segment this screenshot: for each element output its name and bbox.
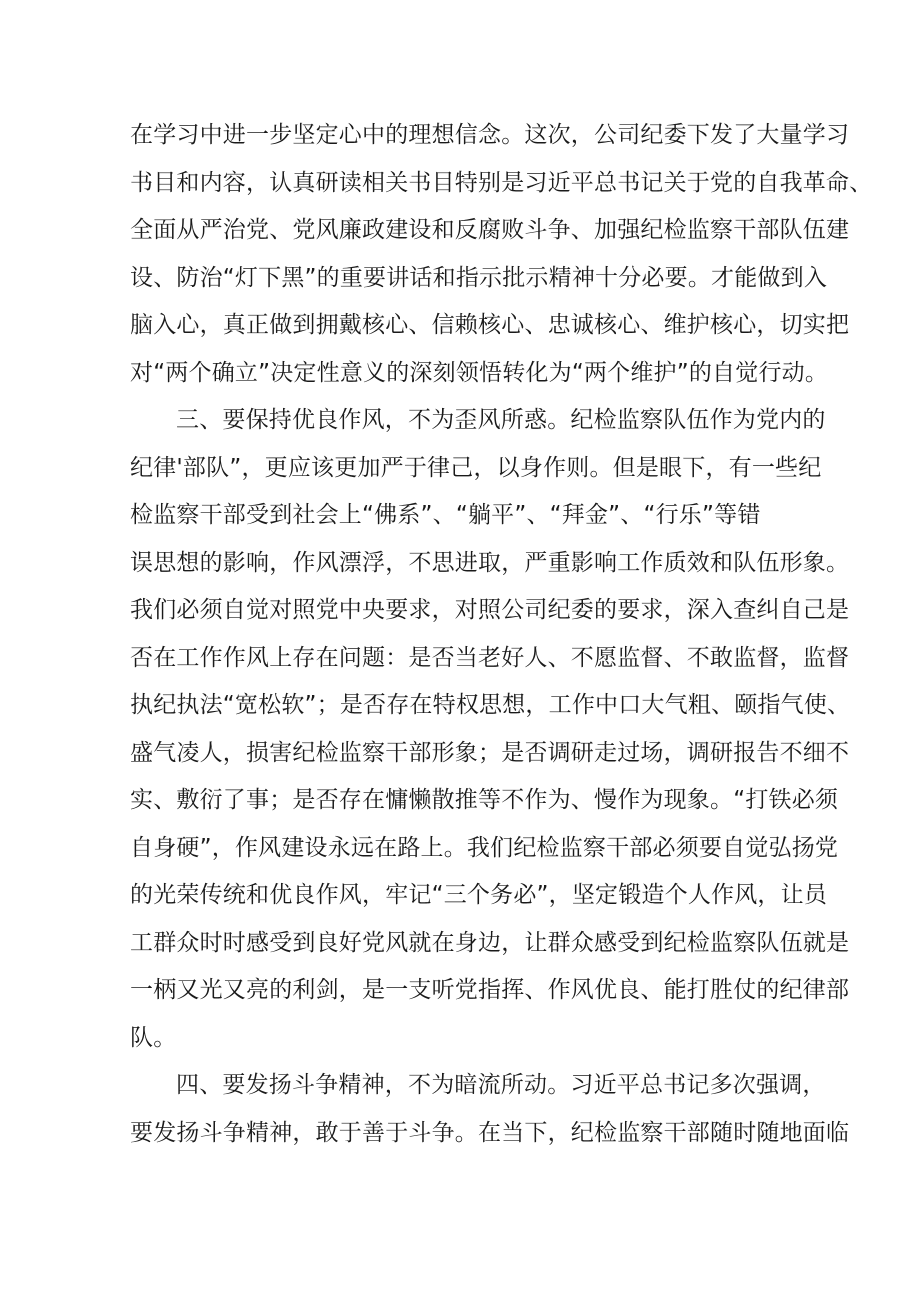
- text-line: 否在工作作风上存在问题：是否当老好人、不愿监督、不敢监督，监督: [130, 644, 850, 671]
- text-line: 一柄又光又亮的利剑，是一支听党指挥、作风优良、能打胜仗的纪律部: [130, 977, 850, 1003]
- text-line: 的光荣传统和优良作风，牢记“三个务必”，坚定锻造个人作风，让员: [130, 882, 828, 908]
- text-line: 四、要发扬斗争精神，不为暗流所动。习近平总书记多次强调，: [176, 1072, 826, 1098]
- text-line: 三、要保持优良作风，不为歪风所惑。纪检监察队伍作为党内的: [176, 407, 826, 433]
- text-line: 要发扬斗争精神，敢于善于斗争。在当下，纪检监察干部随时随地面临: [130, 1119, 850, 1146]
- document-body: [130, 112, 873, 1157]
- text-line: 设、防治“灯下黑”的重要讲话和指示批示精神十分必要。才能做到入: [130, 264, 828, 291]
- text-line: 工群众时时感受到良好党风就在身边，让群众感受到纪检监察队伍就是: [130, 929, 850, 956]
- text-line: 队。: [130, 1024, 177, 1051]
- text-line: 纪律'部队”，更应该更加严于律己，以身作则。但是眼下，有一些纪: [130, 454, 822, 481]
- text-line: 检监察干部受到社会上“佛系”、“躺平”、“拜金”、“行乐”等错: [130, 502, 761, 528]
- text-line: 全面从严治党、党风廉政建设和反腐败斗争、加强纪检监察干部队伍建: [130, 217, 850, 243]
- text-line: 实、敷衍了事；是否存在慵懒散推等不作为、慢作为现象。“打铁必须: [130, 787, 839, 813]
- text-line: 对“两个确立”决定性意义的深刻领悟转化为“两个维护”的自觉行动。: [130, 359, 829, 386]
- text-line: 自身硬”，作风建设永远在路上。我们纪检监察干部必须要自觉弘扬党: [130, 834, 839, 861]
- text-line: 盛气凌人，损害纪检监察干部形象；是否调研走过场，调研报告不细不: [130, 739, 850, 766]
- text-line: 我们必须自觉对照党中央要求，对照公司纪委的要求，深入查纠自己是: [130, 597, 850, 623]
- text-line: 误思想的影响，作风漂浮，不思进取，严重影响工作质效和队伍形象。: [130, 549, 850, 576]
- text-line: 执纪执法“宽松软”；是否存在特权思想，工作中口大气粗、颐指气使、: [130, 692, 851, 718]
- text-line: 在学习中进一步坚定心中的理想信念。这次，公司纪委下发了大量学习: [130, 122, 850, 148]
- text-line: 脑入心，真正做到拥戴核心、信赖核心、忠诚核心、维护核心，切实把: [130, 312, 850, 338]
- text-line: 书目和内容，认真研读相关书目特别是习近平总书记关于党的自我革命、: [130, 169, 873, 196]
